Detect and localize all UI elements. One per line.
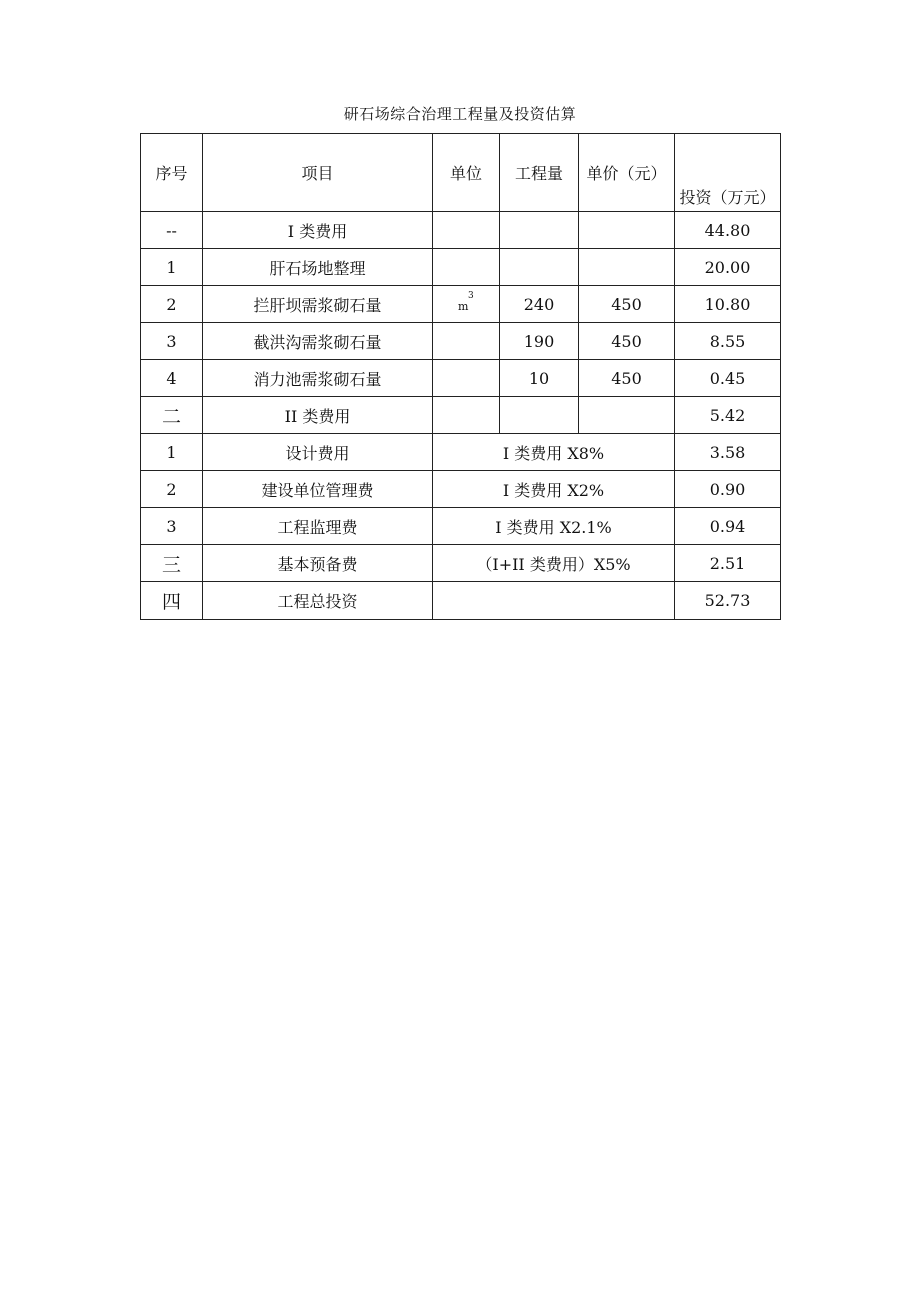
row-formula: （I+II 类费用）X5% (433, 545, 675, 582)
row-item: 基本预备费 (203, 545, 433, 582)
row-investment: 0.45 (675, 360, 781, 397)
table-row (141, 286, 781, 323)
row-seq: 四 (141, 582, 203, 620)
row-item: I 类费用 (203, 212, 433, 249)
table-row (141, 249, 781, 286)
table-row (141, 434, 781, 471)
investment-estimate-table (140, 133, 781, 620)
row-seq: 2 (141, 286, 203, 323)
row-unit-price (579, 397, 675, 434)
row-investment: 44.80 (675, 212, 781, 249)
row-seq: 3 (141, 323, 203, 360)
table-header-row (141, 134, 781, 212)
row-item: 建设单位管理费 (203, 471, 433, 508)
row-seq: -- (141, 212, 203, 249)
unit-base: m (458, 300, 469, 313)
row-investment: 52.73 (675, 582, 781, 620)
row-item: 工程总投资 (203, 582, 433, 620)
header-item: 项目 (203, 134, 433, 212)
row-unit (433, 360, 500, 397)
row-quantity (500, 397, 579, 434)
table-row-total (141, 582, 781, 620)
row-investment: 0.90 (675, 471, 781, 508)
row-unit (433, 323, 500, 360)
row-unit (433, 249, 500, 286)
row-seq: 2 (141, 471, 203, 508)
row-quantity: 10 (500, 360, 579, 397)
row-item: 消力池需浆砌石量 (203, 360, 433, 397)
row-item: 工程监理费 (203, 508, 433, 545)
table-row (141, 323, 781, 360)
row-investment: 3.58 (675, 434, 781, 471)
row-seq: 3 (141, 508, 203, 545)
row-unit (433, 397, 500, 434)
table-row (141, 508, 781, 545)
table-row (141, 397, 781, 434)
row-investment: 8.55 (675, 323, 781, 360)
table-row (141, 471, 781, 508)
row-unit-price: 450 (579, 286, 675, 323)
row-seq: 二 (141, 397, 203, 434)
row-item: II 类费用 (203, 397, 433, 434)
header-seq: 序号 (141, 134, 203, 212)
header-investment: 投资（万元） (675, 134, 781, 212)
row-investment: 2.51 (675, 545, 781, 582)
row-seq: 1 (141, 249, 203, 286)
header-unit: 单位 (433, 134, 500, 212)
row-unit-price (579, 212, 675, 249)
row-unit (433, 212, 500, 249)
row-investment: 20.00 (675, 249, 781, 286)
row-quantity (500, 249, 579, 286)
row-investment: 0.94 (675, 508, 781, 545)
table-row (141, 360, 781, 397)
row-item: 设计费用 (203, 434, 433, 471)
row-seq: 三 (141, 545, 203, 582)
row-investment: 5.42 (675, 397, 781, 434)
row-item: 截洪沟需浆砌石量 (203, 323, 433, 360)
table-row (141, 212, 781, 249)
header-unit-price: 单价（元） (579, 134, 675, 212)
unit-superscript: 3 (468, 291, 474, 301)
row-investment: 10.80 (675, 286, 781, 323)
row-unit (433, 286, 500, 323)
page-title: 研石场综合治理工程量及投资估算 (343, 105, 577, 123)
table-row (141, 545, 781, 582)
row-formula (433, 582, 675, 620)
row-unit-price: 450 (579, 323, 675, 360)
row-unit-price: 450 (579, 360, 675, 397)
row-unit-price (579, 249, 675, 286)
row-quantity (500, 212, 579, 249)
row-item: 拦肝坝需浆砌石量 (203, 286, 433, 323)
row-seq: 4 (141, 360, 203, 397)
header-quantity: 工程量 (500, 134, 579, 212)
row-formula: I 类费用 X2% (433, 471, 675, 508)
row-item: 肝石场地整理 (203, 249, 433, 286)
row-formula: I 类费用 X8% (433, 434, 675, 471)
row-formula: I 类费用 X2.1% (433, 508, 675, 545)
row-quantity: 240 (500, 286, 579, 323)
row-seq: 1 (141, 434, 203, 471)
row-quantity: 190 (500, 323, 579, 360)
